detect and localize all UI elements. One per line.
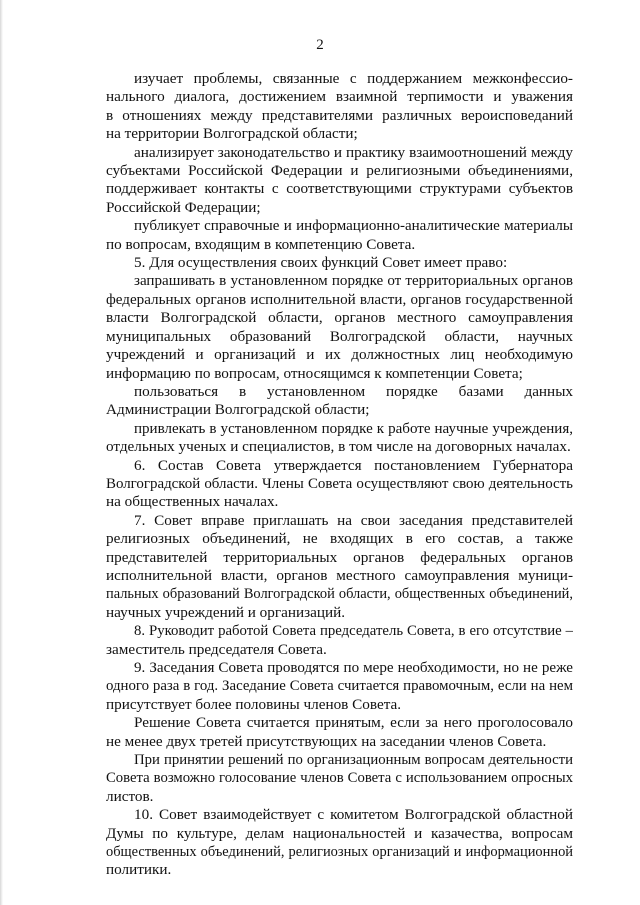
text-line: Совета возможно голосование членов Совета с использованием опросных [106,770,573,787]
text-line: 7. Совет вправе приглашать на свои заседания представителей [134,511,573,529]
text-line: 9. Заседания Совета проводятся по мере необходимости, но не реже [134,660,573,676]
text-line: политики. [106,861,172,879]
text-line: информацию по вопросам, относящимся к компетенции Совета; [106,364,523,382]
text-line: субъектами Российской Федерации и религиозными объединениями, [106,162,573,180]
text-line: не менее двух третей присутствующих на заседании членов Совета. [106,732,547,750]
text-line: на территории Волгоградской области; [106,125,358,143]
text-line: Волгоградской области. Члены Совета осуществляют свою деятельность [106,475,573,492]
text-line: отдельных ученых и специалистов, в том числе на договорных началах. [106,438,571,456]
text-line: 5. Для осуществления своих функций Совет имеет право: [134,254,508,272]
text-line: привлекать в установленном порядке к работе научные учреждения, [134,420,573,437]
text-line: федеральных органов исполнительной власти, органов государственной [106,291,573,308]
text-line: научных учреждений и организаций. [106,603,346,621]
text-line: власти Волгоградской области, органов местного самоуправления [106,309,573,327]
text-line: 6. Состав Совета утверждается постановлением Губернатора [134,456,573,474]
text-line: на общественных началах. [106,493,279,511]
text-line: учреждений и организаций и их должностных лиц необходимую [106,346,573,364]
text-line: 8. Руководит работой Совета председатель Совета, в его отсутствие – [134,623,573,640]
text-line: муниципальных образований Волгоградской области, научных [106,327,573,345]
text-line: изучает проблемы, связанные с поддержанием межконфессио- [134,70,573,87]
text-line: по вопросам, входящим в компетенцию Совета. [106,235,416,253]
text-line: поддерживает контакты с соответствующими структурами субъектов [106,180,573,198]
text-line: публикует справочные и информационно-аналитические материалы [134,218,573,235]
text-line: нального диалога, достижением взаимной терпимости и уважения [106,88,573,106]
text-line: пользоваться в установленном порядке базами данных [134,382,573,400]
document-body [106,70,573,880]
scan-edge [0,0,3,905]
text-line: пальных образований Волгоградской области, общественных объединений, [106,586,573,603]
text-line: присутствует более половины членов Совета. [106,695,402,713]
text-line: Российской Федерации; [106,198,261,216]
text-line: одного раза в год. Заседание Совета считается правомочным, если на нем [106,678,573,695]
text-line: листов. [106,787,154,805]
text-line: Администрации Волгоградской области; [106,401,370,419]
page-number: 2 [316,37,324,53]
text-line: 10. Совет взаимодействует с комитетом Волгоградской областной [134,806,573,824]
text-line: При принятии решений по организационным вопросам деятельности [134,752,573,769]
text-line: заместитель председателя Совета. [106,640,327,658]
text-line: общественных объединений, религиозных организаций и информационной [106,844,573,861]
text-line: Решение Совета считается принятым, если за него проголосовало [134,714,573,732]
text-line: анализирует законодательство и практику взаимоотношений между [134,143,573,161]
text-line: запрашивать в установленном порядке от территориальных органов [134,273,573,290]
text-line: в отношениях между представителями различных вероисповеданий [106,106,573,124]
text-line: представителей территориальных органов федеральных органов [106,548,573,566]
text-line: религиозных объединений, не входящих в его состав, а также [106,530,573,548]
text-line: исполнительной власти, органов местного самоуправления муници- [106,566,573,584]
text-line: Думы по культуре, делам национальностей и казачества, вопросам [106,824,573,842]
